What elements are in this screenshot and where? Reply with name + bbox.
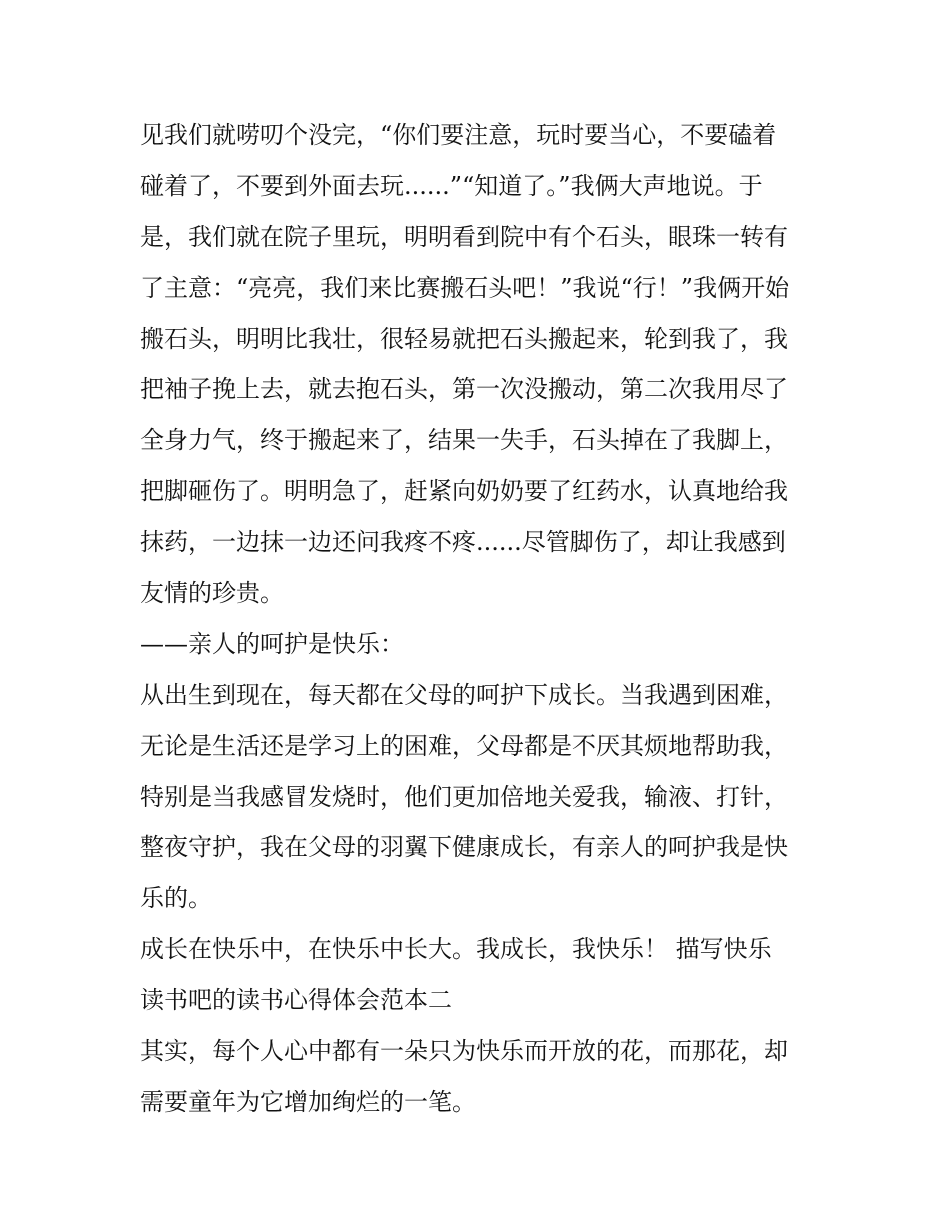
text-line: 把脚砸伤了。明明急了，赶紧向奶奶要了红药水，认真地给我 [140,477,788,506]
text-line: 抹药，一边抹一边还问我疼不疼......尽管脚伤了，却让我感到 [140,528,786,557]
text-line: 整夜守护，我在父母的羽翼下健康成长，有亲人的呵护我是快 [140,833,788,862]
text-line: 是，我们就在院子里玩，明明看到院中有个石头，眼珠一转有 [140,222,788,251]
text-line: 乐的。 [140,884,212,913]
text-line: 见我们就唠叨个没完，“你们要注意，玩时要当心，不要磕着 [140,121,777,149]
text-line: 需要童年为它增加绚烂的一笔。 [140,1087,476,1116]
text-line: 其实，每个人心中都有一朵只为快乐而开放的花，而那花，却 [140,1037,788,1066]
text-line: 友情的珍贵。 [140,579,284,608]
text-line: 从出生到现在，每天都在父母的呵护下成长。当我遇到困难， [140,680,788,709]
text-line: 碰着了，不要到外面去玩......”“知道了。”我俩大声地说。于 [140,171,763,200]
text-line: 读书吧的读书心得体会范本二 [140,986,452,1015]
text-line: 成长在快乐中，在快乐中长大。我成长，我快乐！ 描写快乐 [140,935,772,964]
text-line: 了主意：“亮亮，我们来比赛搬石头吧！”我说“行！”我俩开始 [140,273,790,302]
text-line: 无论是生活还是学习上的困难，父母都是不厌其烦地帮助我， [140,731,788,760]
text-line: 搬石头，明明比我壮，很轻易就把石头搬起来，轮到我了，我 [140,324,788,353]
body-text [140,110,820,1128]
text-line: 全身力气，终于搬起来了，结果一失手，石头掉在了我脚上， [140,426,788,455]
text-line: 特别是当我感冒发烧时，他们更加倍地关爱我，输液、打针， [140,782,788,811]
text-line: 把袖子挽上去，就去抱石头，第一次没搬动，第二次我用尽了 [140,375,788,404]
section-heading: ——亲人的呵护是快乐： [140,629,404,658]
